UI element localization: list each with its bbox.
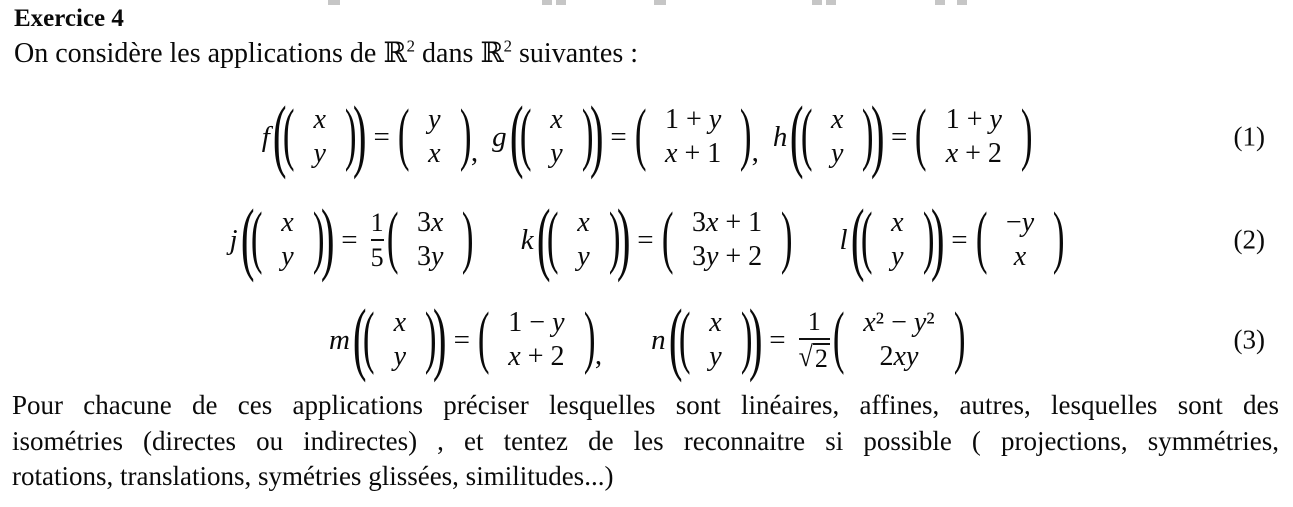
argument-vector [811,105,863,170]
clipped-text-artifact [542,0,552,5]
left-paren-outer-icon: ( [240,192,255,283]
right-paren-icon: ) [462,199,474,276]
right-paren-outer-icon: ) [616,192,631,283]
sqrt-expression [798,340,830,373]
left-paren-inner-icon: ( [800,96,813,173]
result-vector [488,308,584,373]
right-paren-inner-icon: ) [344,96,357,173]
left-paren-icon: ( [832,299,845,376]
vector-row: x [709,306,722,338]
definition-n [651,292,966,383]
definition-j [229,192,474,283]
clipped-text-artifact [957,0,967,5]
right-paren-inner-icon: ) [581,96,594,173]
result-vector [843,308,954,373]
vector-row: x + 2 [945,137,1002,169]
real-set-symbol: ℝ [383,38,407,69]
function-name-f: f [261,120,270,153]
fraction-denominator: 5 [370,243,384,272]
equals-sign: = [637,223,654,256]
right-paren-icon: ) [459,96,472,173]
result-vector [397,208,463,273]
equals-sign: = [610,120,627,153]
vector-row: x + 2 [508,340,565,372]
function-name-l: l [839,223,848,256]
vector-row: 1 + y [665,103,722,135]
instructions-paragraph [12,388,1279,495]
definition-f [261,89,472,180]
vector-row: x [393,306,406,338]
left-paren-icon: ( [386,199,399,276]
sqrt-radicand: 2 [814,344,828,373]
fraction-bar [371,239,384,241]
vector-row: x [281,206,294,238]
exponent: 2 [503,36,513,56]
separator-comma: , [594,339,603,371]
vector-row: x [313,103,326,135]
result-vector [672,208,782,273]
left-paren-icon: ( [975,199,988,276]
equals-sign: = [769,323,786,356]
coefficient-fraction [799,308,830,373]
argument-vector [530,105,582,170]
vector-row: y [709,340,722,372]
argument-vector [871,208,923,273]
right-paren-inner-icon: ) [740,299,753,376]
vector-row: 1 + y [945,103,1002,135]
separator-comma: , [751,136,759,168]
right-paren-outer-icon: ) [353,89,367,180]
definition-k [520,192,793,283]
left-paren-icon: ( [661,199,674,276]
clipped-text-artifact [812,0,822,5]
right-paren-inner-icon: ) [312,199,325,276]
vector-row: y [281,240,294,272]
left-paren-inner-icon: ( [519,96,532,173]
function-name-h: h [772,120,788,153]
right-paren-outer-icon: ) [748,292,763,383]
vector-row: y [830,137,844,169]
right-paren-icon: ) [953,299,966,376]
vector-row: 3x [416,206,444,238]
equals-sign: = [373,120,390,153]
definition-g [492,89,752,180]
function-name-j: j [229,223,238,256]
vector-row: 3y [416,240,444,272]
intro-text: On considère les applications de [14,38,384,69]
argument-vector [557,208,609,273]
left-paren-icon: ( [634,96,647,173]
equation-tag-2: (2) [1233,224,1265,255]
vector-row: y [550,137,563,169]
intro-text: dans [415,38,481,69]
argument-vector [293,105,345,170]
fraction-numerator: 1 [807,306,821,336]
clipped-text-artifact [328,0,340,5]
instructions-line: Pour chacune de ces applications préciser lesquelles sont linéaires, affines, autres, lesquelles sont des [12,390,1279,420]
equals-sign: = [951,223,968,256]
left-paren-inner-icon: ( [282,96,295,173]
fraction-numerator: 1 [370,207,384,237]
vector-row: 2xy [879,340,919,372]
left-paren-outer-icon: ( [850,192,865,283]
intro-paragraph [14,36,638,70]
left-paren-outer-icon: ( [536,192,551,283]
left-paren-inner-icon: ( [250,199,263,276]
result-vector [645,105,741,170]
separator-comma: , [470,136,479,168]
right-paren-inner-icon: ) [922,199,935,276]
right-paren-outer-icon: ) [433,292,447,383]
vector-row: 3y + 2 [691,240,763,272]
left-paren-icon: ( [477,299,490,376]
coefficient-fraction [371,209,384,272]
right-paren-icon: ) [781,199,793,276]
vector-row: x [891,206,904,238]
left-paren-icon: ( [397,96,410,173]
argument-vector [689,308,741,373]
left-paren-icon: ( [915,96,927,173]
clipped-text-artifact [556,0,566,5]
exercise-title: Exercice 4 [14,5,124,32]
left-paren-inner-icon: ( [546,199,559,276]
vector-row: x [550,103,563,135]
vector-row: 1 − y [508,306,565,338]
result-vector [986,208,1054,273]
instructions-line: isométries (directes ou indirectes) , et tentez de les reconnaitre si possible ( projections, symmétries, [12,425,1279,456]
right-paren-icon: ) [740,96,752,173]
left-paren-inner-icon: ( [363,299,375,376]
left-paren-outer-icon: ( [509,89,524,180]
equation-line-1 [0,89,1293,180]
vector-row: x² − y² [863,306,935,338]
vector-row: y [891,240,904,272]
left-paren-outer-icon: ( [668,292,683,383]
left-paren-inner-icon: ( [678,299,691,376]
equation-tag-1: (1) [1233,121,1265,152]
definition-m [328,292,596,383]
definition-h [772,89,1033,180]
vector-row: x [428,137,441,169]
equation-line-3 [0,292,1293,383]
equals-sign: = [891,120,908,153]
vector-row: x + 1 [665,137,722,169]
function-name-m: m [328,323,350,356]
result-vector [408,105,460,170]
vector-row: −y [1005,206,1035,238]
sqrt-icon: √ [798,340,813,373]
clipped-text-artifact [826,0,836,5]
vector-row: y [313,137,326,169]
right-paren-icon: ) [1020,96,1033,173]
left-paren-outer-icon: ( [272,89,287,180]
function-name-k: k [520,223,534,256]
left-paren-outer-icon: ( [352,292,367,383]
equals-sign: = [341,223,358,256]
right-paren-outer-icon: ) [589,89,604,180]
argument-vector [374,308,426,373]
vector-row: x [577,206,590,238]
right-paren-outer-icon: ) [320,192,335,283]
definition-l [839,192,1065,283]
vector-row: x [830,103,844,135]
equation-line-2 [0,192,1293,283]
equals-sign: = [453,323,470,356]
argument-vector [261,208,313,273]
result-vector [926,105,1022,170]
instructions-line: rotations, translations, symétries glissées, similitudes...) [12,461,614,491]
clipped-text-artifact [654,0,666,5]
vector-row: y [428,103,441,135]
clipped-text-artifact [935,0,945,5]
function-name-n: n [651,323,666,356]
vector-row: y [577,240,590,272]
right-paren-icon: ) [1052,199,1065,276]
equation-tag-3: (3) [1233,324,1265,355]
function-name-g: g [492,120,507,153]
right-paren-outer-icon: ) [870,89,885,180]
right-paren-outer-icon: ) [930,192,945,283]
real-set-symbol: ℝ [480,38,504,69]
vector-row: y [393,340,406,372]
right-paren-inner-icon: ) [424,299,437,376]
right-paren-inner-icon: ) [862,96,874,173]
exponent: 2 [406,36,416,56]
intro-text: suivantes : [512,38,639,69]
left-paren-inner-icon: ( [860,199,873,276]
right-paren-icon: ) [583,299,596,376]
right-paren-inner-icon: ) [608,199,621,276]
vector-row: 3x + 1 [691,206,763,238]
left-paren-outer-icon: ( [790,89,804,180]
vector-row: x [1013,240,1027,272]
